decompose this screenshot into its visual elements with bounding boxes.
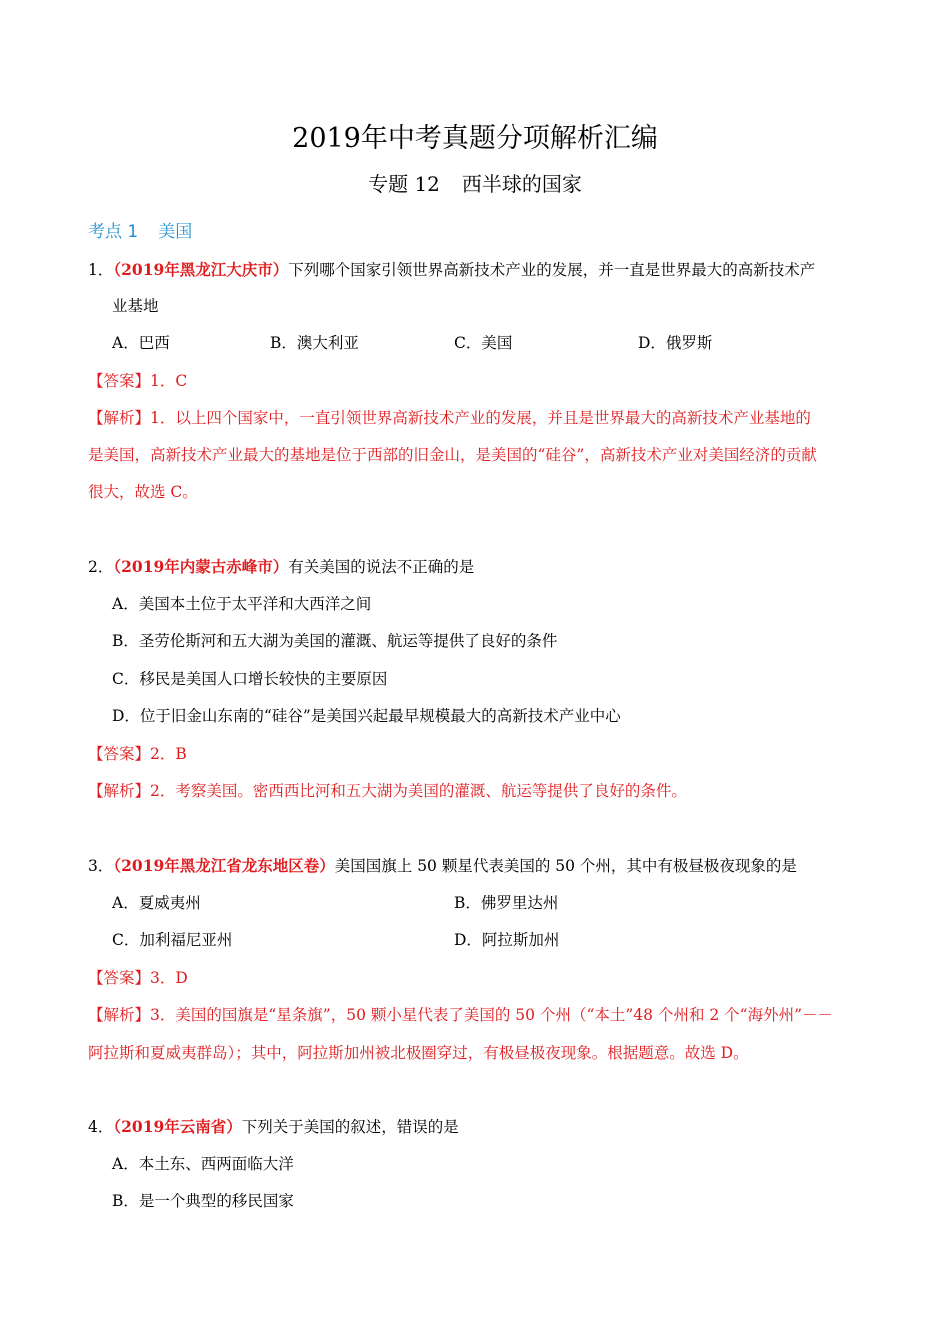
question-2-option-c: C．移民是美国人口增长较快的主要原因 [112,670,388,688]
question-1-explanation-line-2: 是美国，高新技术产业最大的基地是位于西部的旧金山，是美国的“硅谷”，高新技术产业对美国经济的贡献 [88,446,817,464]
question-source: （2019年内蒙古赤峰市） [113,557,289,576]
option-c: C．美国 [454,334,513,352]
question-2-option-a: A．美国本土位于太平洋和大西洋之间 [112,595,372,613]
option-b: B．佛罗里达州 [454,894,559,912]
question-2-option-d: D．位于旧金山东南的“硅谷”是美国兴起最早规模最大的高新技术产业中心 [112,707,621,725]
option-a: A．巴西 [112,334,170,352]
question-2-answer: 【答案】2．B [88,745,187,763]
question-text: 下列关于美国的叙述，错误的是 [241,1118,459,1136]
question-2-option-b: B．圣劳伦斯河和五大湖为美国的灌溉、航运等提供了良好的条件 [112,632,558,650]
question-source: （2019年云南省） [113,1117,242,1136]
subtitle-topic-number: 专题 12 [368,172,440,196]
option-a: A．夏威夷州 [112,894,201,912]
question-text: 下列哪个国家引领世界高新技术产业的发展，并一直是世界最大的高新技术产 [288,261,816,279]
question-4-stem [88,1114,878,1140]
option-d: D．阿拉斯加州 [454,931,560,949]
question-1-options [0,330,950,356]
question-3-answer: 【答案】3．D [88,969,188,987]
question-3-stem [88,853,878,879]
question-source: （2019年黑龙江省龙东地区卷） [113,856,335,875]
question-1-answer: 【答案】1．C [88,372,188,390]
question-1-stem [88,257,878,283]
question-3-explanation-line-1: 【解析】3．美国的国旗是“星条旗”，50 颗小星代表了美国的 50 个州（“本土”48 个州和 2 个“海外州”－－ [88,1006,834,1024]
question-1-explanation-line-3: 很大，故选 C。 [88,483,198,501]
question-number: 2． [88,558,114,576]
section-heading [88,218,192,246]
question-3-explanation-line-2: 阿拉斯和夏威夷群岛）；其中，阿拉斯加州被北极圈穿过，有极昼极夜现象。根据题意。故选 D。 [88,1044,749,1062]
question-text: 有关美国的说法不正确的是 [288,558,475,576]
option-d: D．俄罗斯 [638,334,713,352]
question-text: 美国国旗上 50 颗星代表美国的 50 个州，其中有极昼极夜现象的是 [334,857,797,875]
question-3-options-row-2 [0,927,950,953]
question-1-stem-cont: 业基地 [112,297,159,315]
section-name: 美国 [158,222,193,242]
question-number: 4． [88,1118,114,1136]
question-source: （2019年黑龙江大庆市） [113,260,289,279]
question-3-options-row-1 [0,890,950,916]
option-b: B．澳大利亚 [270,334,359,352]
question-number: 3． [88,857,114,875]
document-subtitle [0,169,950,199]
question-2-stem [88,554,878,580]
question-1-explanation-line-1: 【解析】1．以上四个国家中，一直引领世界高新技术产业的发展，并且是世界最大的高新技术产业基地的 [88,409,811,427]
document-title: 2019年中考真题分项解析汇编 [292,123,658,154]
option-c: C．加利福尼亚州 [112,931,233,949]
subtitle-topic-name: 西半球的国家 [461,172,582,196]
section-number: 考点 1 [88,222,139,242]
question-number: 1． [88,261,114,279]
question-4-option-a: A．本土东、西两面临大洋 [112,1155,294,1173]
question-4-option-b: B．是一个典型的移民国家 [112,1192,294,1210]
question-2-explanation: 【解析】2．考察美国。密西西比河和五大湖为美国的灌溉、航运等提供了良好的条件。 [88,782,687,800]
